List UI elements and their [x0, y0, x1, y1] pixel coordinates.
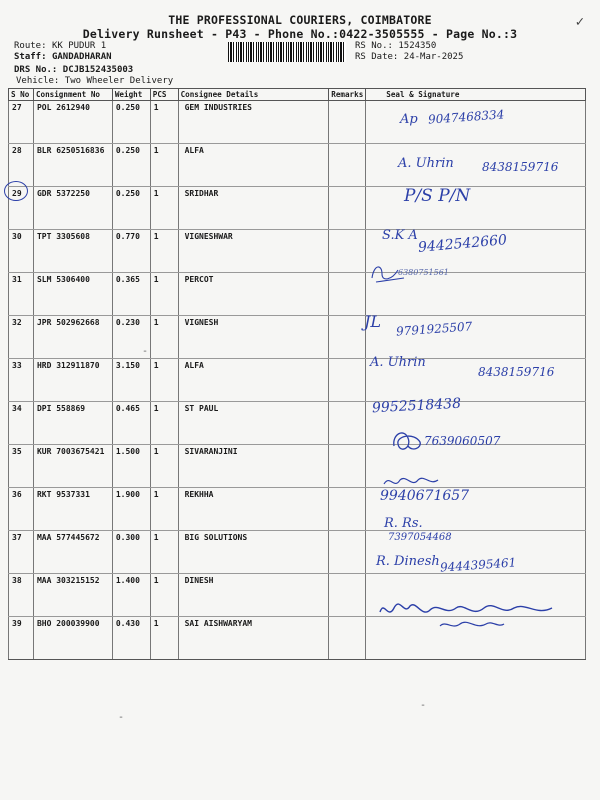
row-sno: 28: [9, 144, 34, 187]
drs-label: DRS No.:: [14, 65, 58, 75]
phone-row-28: 8438159716: [482, 160, 559, 174]
handwritten-circle-mark: [4, 181, 28, 201]
row-consignee: SIVARANJINI: [178, 445, 329, 488]
row-consignment: HRD 312911870: [33, 359, 112, 402]
row-weight: 1.400: [112, 574, 150, 617]
row-pcs: 1: [150, 359, 178, 402]
row-remarks: [329, 316, 366, 359]
row-weight: 0.770: [112, 230, 150, 273]
rs-date-line: [355, 52, 463, 62]
phone-row-31: 6380751561: [398, 268, 449, 277]
rs-date-value: 24-Mar-2025: [403, 52, 464, 62]
row-weight: 0.250: [112, 144, 150, 187]
vehicle-value: Two Wheeler Delivery: [64, 76, 174, 86]
row-consignment: DPI 558869: [33, 402, 112, 445]
stray-mark: -: [420, 700, 427, 711]
phone-row-38: 9444395461: [439, 555, 517, 575]
row-remarks: [329, 187, 366, 230]
row-sno: 32: [9, 316, 34, 359]
row-consignee: BIG SOLUTIONS: [178, 531, 329, 574]
phone-row-27: 9047468334: [427, 107, 505, 127]
row-sno: 31: [9, 273, 34, 316]
row-weight: 0.250: [112, 101, 150, 144]
row-consignment: GDR 5372250: [33, 187, 112, 230]
corner-mark-icon: ✓: [575, 14, 584, 30]
row-weight: 3.150: [112, 359, 150, 402]
signature-row-31-drawing: [368, 258, 408, 288]
phone-row-36: 9940671657: [380, 488, 470, 504]
row-consignee: REKHHA: [178, 488, 329, 531]
col-signature: Seal & Signature: [366, 89, 586, 101]
row-pcs: 1: [150, 402, 178, 445]
row-sno: 34: [9, 402, 34, 445]
row-pcs: 1: [150, 230, 178, 273]
stray-mark: -: [118, 712, 125, 723]
row-consignee: VIGNESH: [178, 316, 329, 359]
rs-date-label: RS Date:: [355, 52, 399, 62]
row-consignee: ALFA: [178, 359, 329, 402]
col-consignment: Consignment No: [33, 89, 112, 101]
row-consignment: BLR 6250516836: [33, 144, 112, 187]
route-line: [14, 41, 106, 51]
table-header-row: [9, 89, 586, 101]
phone-row-34: 9952518438: [371, 395, 462, 417]
phone-row-35: 7639060507: [424, 434, 501, 448]
row-consignment: MAA 303215152: [33, 574, 112, 617]
signature-row-38: R. Dinesh: [376, 554, 440, 569]
row-remarks: [329, 445, 366, 488]
signature-row-29: P/S P/N: [404, 186, 471, 206]
table-row: [9, 445, 586, 488]
row-sno: 36: [9, 488, 34, 531]
stray-mark: -: [142, 346, 149, 357]
row-pcs: 1: [150, 101, 178, 144]
row-weight: 0.365: [112, 273, 150, 316]
row-remarks: [329, 574, 366, 617]
row-consignee: GEM INDUSTRIES: [178, 101, 329, 144]
signature-row-32: JL: [364, 312, 382, 331]
row-pcs: 1: [150, 316, 178, 359]
col-sno: S No: [9, 89, 34, 101]
row-consignee: ALFA: [178, 144, 329, 187]
table-row: [9, 273, 586, 316]
row-weight: 0.230: [112, 316, 150, 359]
row-consignee: SAI AISHWARYAM: [178, 617, 329, 660]
row-pcs: 1: [150, 531, 178, 574]
vehicle-label: Vehicle:: [16, 76, 60, 86]
row-remarks: [329, 359, 366, 402]
col-pcs: PCS: [150, 89, 178, 101]
row-remarks: [329, 273, 366, 316]
company-title: THE PROFESSIONAL COURIERS, COIMBATORE: [168, 13, 432, 27]
row-weight: 0.465: [112, 402, 150, 445]
staff-line: [14, 52, 112, 62]
signature-row-33: A. Uhrin: [370, 355, 426, 370]
row-consignment: RKT 9537331: [33, 488, 112, 531]
row-pcs: 1: [150, 617, 178, 660]
staff-value: GANDADHARAN: [51, 52, 112, 62]
row-sno: 35: [9, 445, 34, 488]
row-remarks: [329, 531, 366, 574]
row-consignee: ST PAUL: [178, 402, 329, 445]
row-remarks: [329, 488, 366, 531]
row-remarks: [329, 230, 366, 273]
row-weight: 1.500: [112, 445, 150, 488]
row-consignment: KUR 7003675421: [33, 445, 112, 488]
row-consignment: JPR 502962668: [33, 316, 112, 359]
row-consignment: MAA 577445672: [33, 531, 112, 574]
row-weight: 0.250: [112, 187, 150, 230]
row-consignment: TPT 3305608: [33, 230, 112, 273]
row-pcs: 1: [150, 445, 178, 488]
phone-row-37: 7397054468: [388, 532, 452, 543]
row-consignee: VIGNESHWAR: [178, 230, 329, 273]
route-value: KK PUDUR 1: [51, 41, 107, 51]
row-pcs: 1: [150, 488, 178, 531]
row-remarks: [329, 101, 366, 144]
col-remarks: Remarks: [329, 89, 366, 101]
row-sno: 37: [9, 531, 34, 574]
signature-row-39-drawing: [376, 596, 566, 636]
table-row: [9, 488, 586, 531]
row-sno: 29: [9, 187, 34, 230]
row-signature-cell: [366, 187, 586, 230]
row-sno: 30: [9, 230, 34, 273]
drs-value: DCJB152435003: [62, 65, 134, 75]
row-consignee: DINESH: [178, 574, 329, 617]
row-consignment: BHO 200039900: [33, 617, 112, 660]
row-weight: 0.300: [112, 531, 150, 574]
phone-row-30: 9442542660: [417, 232, 508, 256]
staff-label: Staff:: [14, 52, 47, 62]
phone-row-33: 8438159716: [478, 365, 555, 379]
vehicle-line: [16, 76, 173, 86]
row-pcs: 1: [150, 144, 178, 187]
barcode: [228, 42, 346, 62]
signature-row-35-drawing: [388, 424, 428, 458]
row-consignment: POL 2612940: [33, 101, 112, 144]
row-pcs: 1: [150, 187, 178, 230]
rs-no-label: RS No.:: [355, 41, 393, 51]
row-sno: 27: [9, 101, 34, 144]
row-consignee: SRIDHAR: [178, 187, 329, 230]
drs-line: [14, 65, 133, 75]
row-consignee: PERCOT: [178, 273, 329, 316]
phone-row-32: 9791925507: [395, 319, 473, 339]
signature-row-28: A. Uhrin: [398, 156, 454, 171]
row-consignment: SLM 5306400: [33, 273, 112, 316]
table-row: [9, 187, 586, 230]
row-pcs: 1: [150, 574, 178, 617]
row-remarks: [329, 402, 366, 445]
row-sno: 33: [9, 359, 34, 402]
row-weight: 1.900: [112, 488, 150, 531]
row-pcs: 1: [150, 273, 178, 316]
col-weight: Weight: [112, 89, 150, 101]
rs-no-line: [355, 41, 436, 51]
signature-row-37: R. Rs.: [384, 516, 423, 531]
rs-no-value: 1524350: [398, 41, 437, 51]
row-sno: 38: [9, 574, 34, 617]
row-remarks: [329, 144, 366, 187]
runsheet-subtitle: Delivery Runsheet - P43 - Phone No.:0422-3505555 - Page No.:3: [82, 27, 518, 41]
signature-row-36-drawing: [382, 472, 442, 492]
row-sno: 39: [9, 617, 34, 660]
row-weight: 0.430: [112, 617, 150, 660]
route-label: Route:: [14, 41, 47, 51]
row-remarks: [329, 617, 366, 660]
col-consignee: Consignee Details: [178, 89, 329, 101]
table-row: [9, 316, 586, 359]
signature-row-30: S.K A: [382, 228, 418, 243]
signature-row-27: Ap: [400, 112, 418, 127]
